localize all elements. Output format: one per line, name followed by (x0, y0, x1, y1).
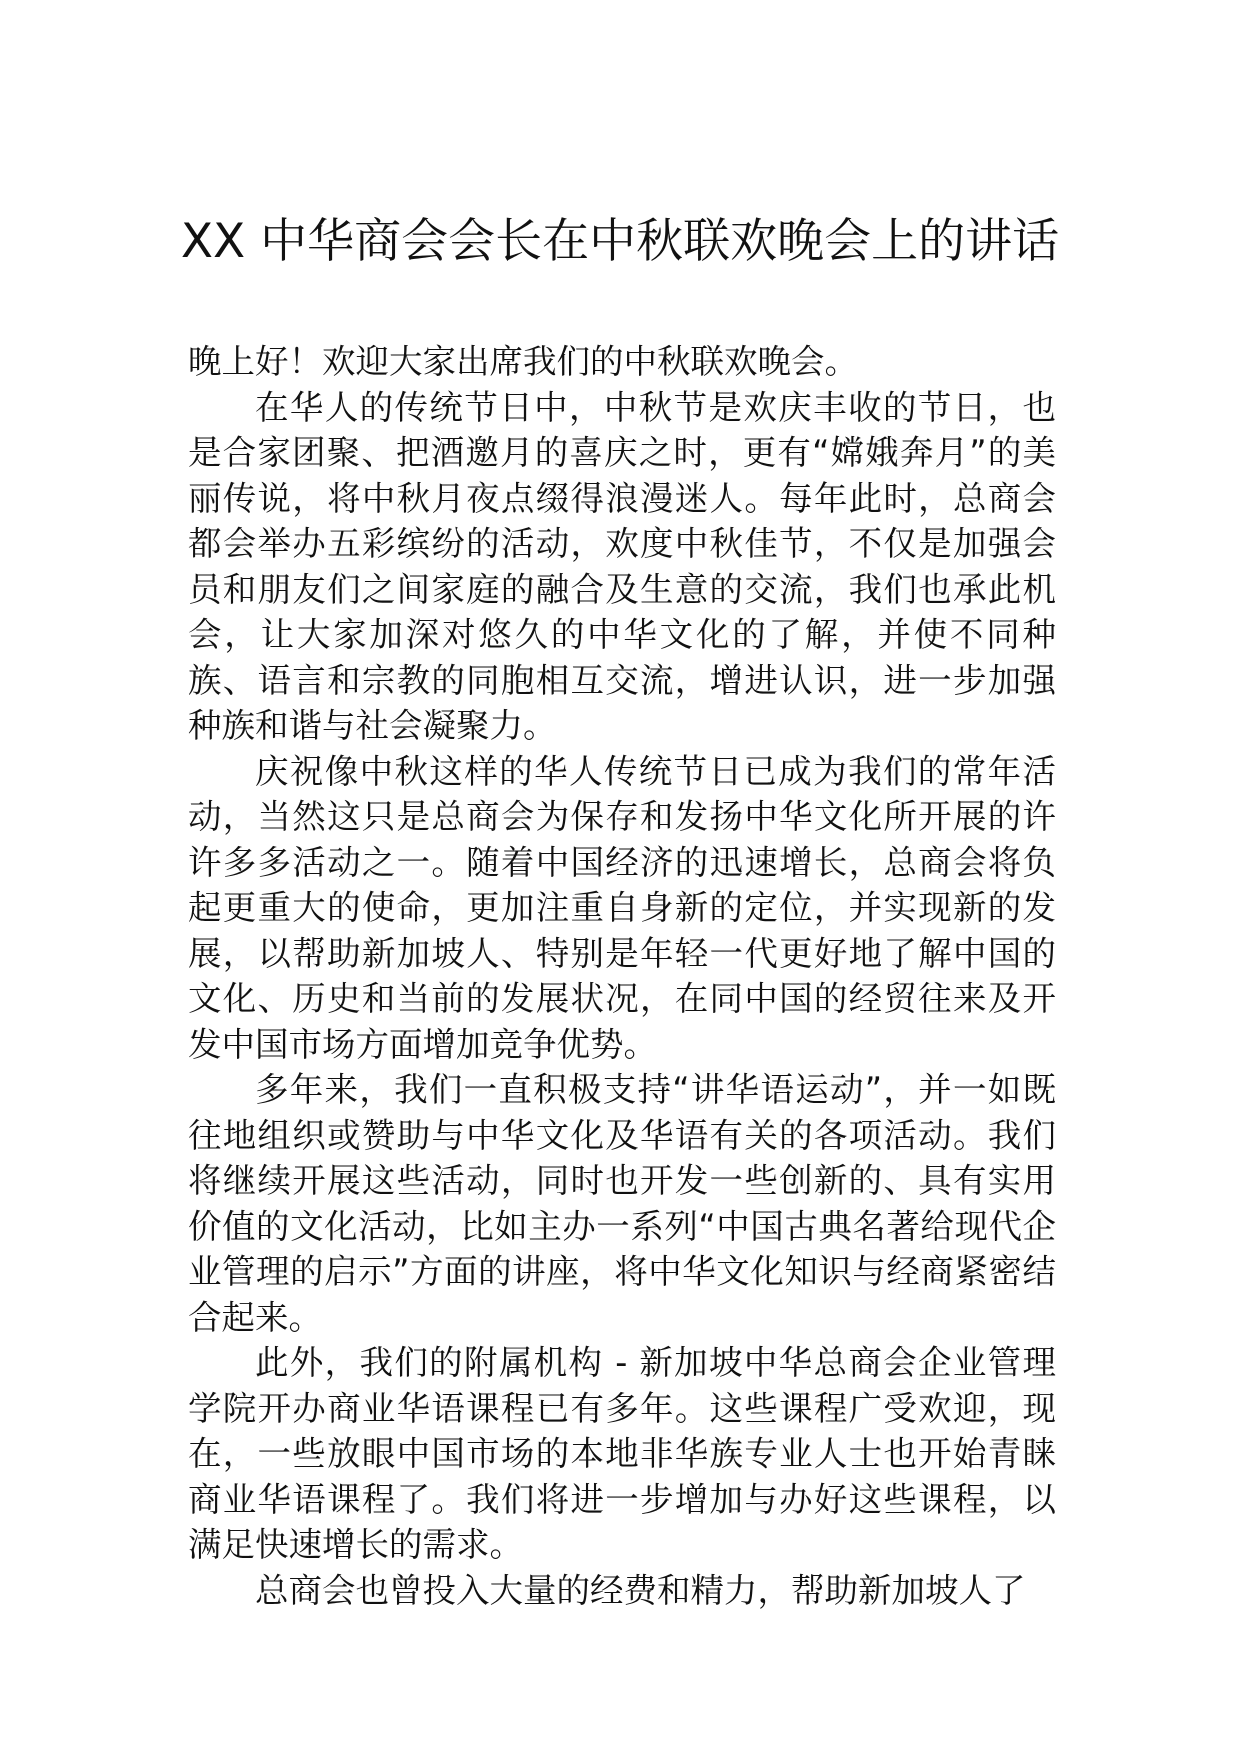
paragraph: 庆祝像中秋这样的华人传统节日已成为我们的常年活动，当然这只是总商会为保存和发扬中华文化所开展的许许多多活动之一。随着中国经济的迅速增长，总商会将负起更重大的使命，更加注重自身新的定位，并实现新的发展，以帮助新加坡人、特别是年轻一代更好地了解中国的文化、历史和当前的发展状况，在同中国的经贸往来及开发中国市场方面增加竞争优势。 (188, 751, 1056, 1064)
paragraph: 多年来，我们一直积极支持“讲华语运动”，并一如既往地组织或赞助与中华文化及华语有关的各项活动。我们将继续开展这些活动，同时也开发一些创新的、具有实用价值的文化活动，比如主办一系列“中国古典名著给现代企业管理的启示”方面的讲座，将中华文化知识与经商紧密结合起来。 (188, 1070, 1056, 1337)
paragraph: 在华人的传统节日中，中秋节是欢庆丰收的节日，也是合家团聚、把酒邀月的喜庆之时，更有“嫦娥奔月”的美丽传说，将中秋月夜点缀得浪漫迷人。每年此时，总商会都会举办五彩缤纷的活动，欢度中秋佳节，不仅是加强会员和朋友们之间家庭的融合及生意的交流，我们也承此机会，让大家加深对悠久的中华文化的了解，并使不同种族、语言和宗教的同胞相互交流，增进认识，进一步加强种族和谐与社会凝聚力。 (188, 387, 1056, 745)
document-title: XX 中华商会会长在中秋联欢晚会上的讲话 (180, 214, 1060, 269)
document-body (188, 339, 1056, 1613)
paragraph: 总商会也曾投入大量的经费和精力，帮助新加坡人了 (255, 1570, 1026, 1610)
paragraph: 此外，我们的附属机构 - 新加坡中华总商会企业管理学院开办商业华语课程已有多年。这些课程广受欢迎，现在，一些放眼中国市场的本地非华族专业人士也开始青睐商业华语课程了。我们将进一步增加与办好这些课程，以满足快速增长的需求。 (188, 1343, 1056, 1564)
paragraph-greeting: 晚上好！欢迎大家出席我们的中秋联欢晚会。 (188, 342, 858, 381)
